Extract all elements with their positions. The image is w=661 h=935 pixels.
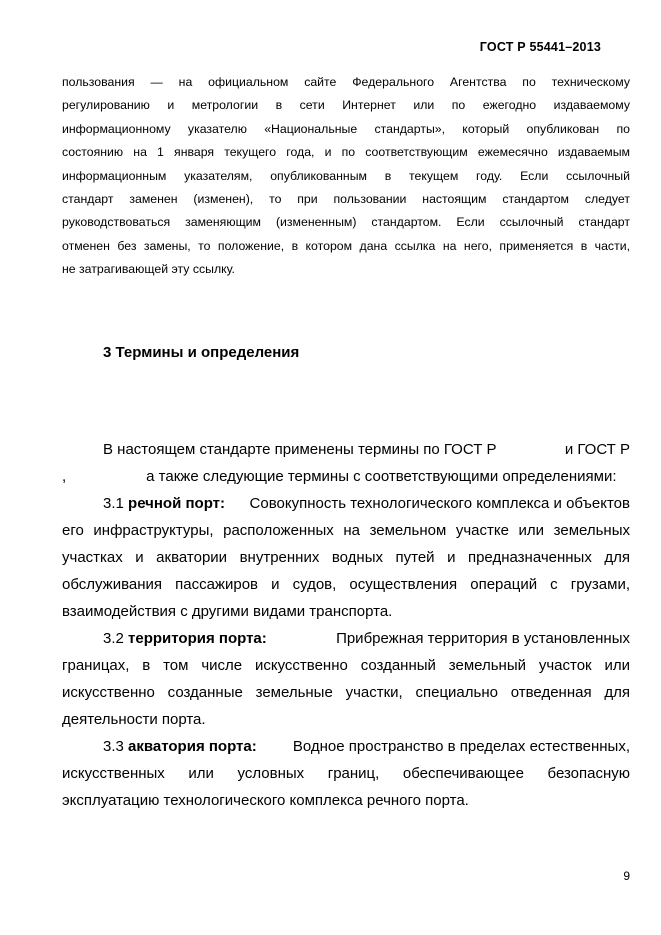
term-definition-start: Водное пространство в пределах естественных, [292, 738, 630, 755]
term-definition-line: искусственно созданные земельные участки, специально отведенная для [62, 684, 630, 701]
term-definition-line: обслуживания пассажиров и судов, осуществления операций с грузами, [62, 576, 630, 593]
term-definition-line: взаимодействия с другими видами транспорта. [62, 603, 393, 620]
terms-body [62, 436, 630, 814]
intro-line: информационному указателю «Национальные стандарты», который опубликован по [62, 121, 630, 136]
terms-intro-right: и ГОСТ Р [564, 441, 630, 458]
term-definition-line: эксплуатацию технологического комплекса речного порта. [62, 792, 469, 809]
intro-paragraph [62, 71, 630, 282]
term-number: 3.1 [103, 495, 124, 512]
terms-intro-left: В настоящем стандарте применены термины по ГОСТ Р [103, 441, 497, 458]
terms-intro-line-1 [62, 436, 630, 463]
intro-line: стандарт заменен (изменен), то при пользовании настоящим стандартом следует [62, 192, 630, 207]
intro-line: информационным указателям, опубликованным в текущем году. Если ссылочный [62, 168, 630, 183]
intro-line: состоянию на 1 января текущего года, и по соответствующим ежемесячно издаваемым [62, 145, 630, 160]
term-definition-start: Совокупность технологического комплекса и объектов [249, 495, 630, 512]
intro-line: пользования — на официальном сайте Федерального Агентства по техническому [62, 75, 630, 89]
page-number: 9 [623, 869, 630, 883]
term-2-first-line [62, 625, 630, 652]
term-definition-line: деятельности порта. [62, 711, 206, 728]
document-header: ГОСТ Р 55441–2013 [479, 40, 601, 54]
term-name: речной порт: [128, 495, 226, 512]
intro-line: отменен без замены, то положение, в котором дана ссылка на него, применяется в части, [62, 238, 630, 253]
term-1-first-line [62, 490, 630, 517]
intro-line: регулированию и метрологии в сети Интернет или по ежегодно издаваемому [62, 98, 630, 113]
terms-intro-text: а также следующие термины с соответствующими определениями: [146, 468, 617, 485]
term-number: 3.2 [103, 630, 124, 647]
intro-line: руководствоваться заменяющим (измененным) стандартом. Если ссылочный стандарт [62, 215, 630, 230]
term-number: 3.3 [103, 738, 124, 755]
term-name: территория порта: [128, 630, 267, 647]
term-definition-line: искусственных или условных границ, обеспечивающее безопасную [62, 765, 630, 782]
term-definition-line: участках и акватории внутренних водных путей и предназначенных для [62, 549, 630, 566]
term-name: акватория порта: [128, 738, 257, 755]
term-definition-start: Прибрежная территория в установленных [336, 630, 630, 647]
term-definition-line: его инфраструктуры, расположенных на земельном участке или земельных [62, 522, 630, 539]
terms-intro-comma: , [62, 468, 67, 485]
terms-intro-line-2 [62, 463, 630, 490]
section-title: 3 Термины и определения [103, 344, 300, 361]
intro-line: не затрагивающей эту ссылку. [62, 262, 235, 277]
term-definition-line: границах, в том числе искусственно созданный земельный участок или [62, 657, 630, 674]
term-3-first-line [62, 733, 630, 760]
